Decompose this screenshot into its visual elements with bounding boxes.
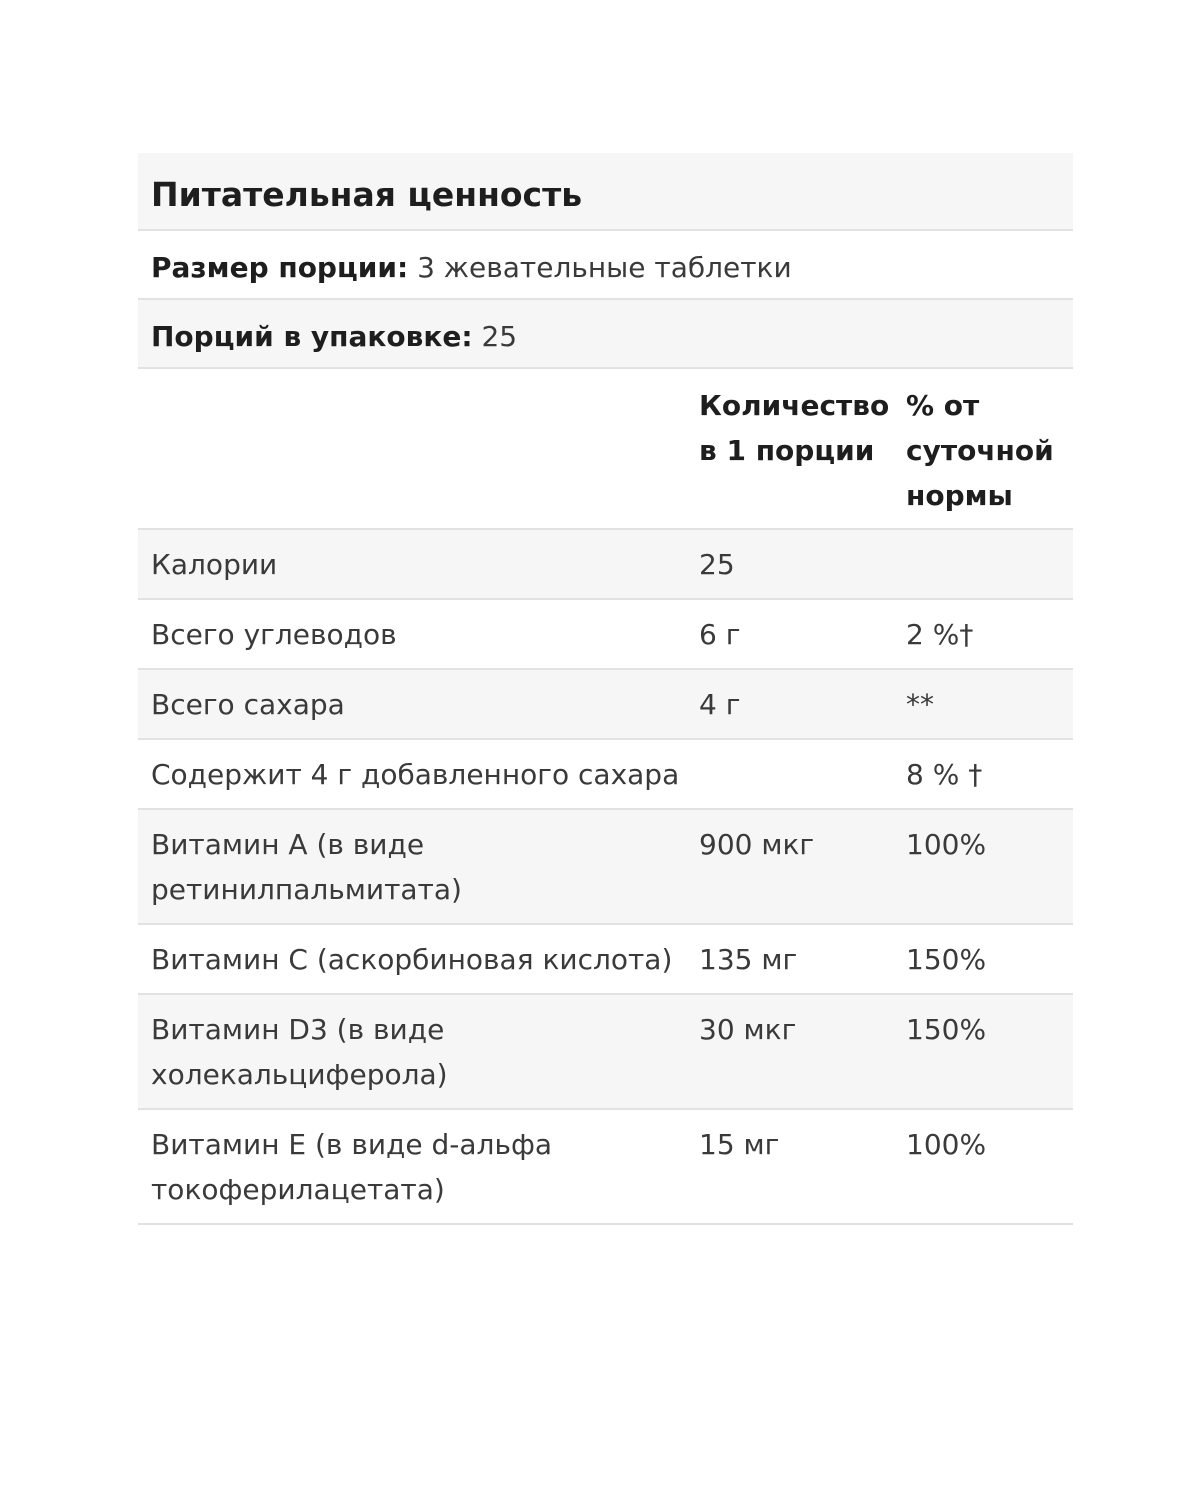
table-row (138, 599, 1073, 669)
nutrient-amount: 25 (699, 529, 906, 599)
nutrition-facts-panel (138, 153, 1073, 1225)
serving-size-value: 3 жевательные таблетки (417, 251, 792, 284)
nutrient-daily-value: 150% (906, 924, 1073, 994)
servings-per-container-value: 25 (481, 320, 518, 353)
table-header-row (138, 369, 1073, 529)
table-row (138, 739, 1073, 809)
nutrient-amount: 900 мкг (699, 809, 906, 924)
nutrition-table (138, 369, 1073, 1225)
serving-size-row (138, 231, 1073, 300)
header-amount: Количество в 1 порции (699, 369, 906, 529)
nutrient-name: Витамин D3 (в виде холекальциферола) (138, 994, 699, 1109)
table-row (138, 669, 1073, 739)
nutrient-name: Витамин C (аскорбиновая кислота) (138, 924, 699, 994)
header-nutrient (138, 369, 699, 529)
nutrient-name: Калории (138, 529, 699, 599)
nutrient-name: Содержит 4 г добавленного сахара (138, 739, 699, 809)
header-daily-value: % от суточной нормы (906, 369, 1073, 529)
table-row (138, 994, 1073, 1109)
nutrient-amount: 30 мкг (699, 994, 906, 1109)
nutrient-name: Витамин A (в виде ретинилпальмитата) (138, 809, 699, 924)
table-row (138, 924, 1073, 994)
nutrient-amount: 6 г (699, 599, 906, 669)
table-row (138, 529, 1073, 599)
nutrient-daily-value: ** (906, 669, 1073, 739)
nutrient-daily-value: 150% (906, 994, 1073, 1109)
table-row (138, 1109, 1073, 1224)
nutrient-daily-value: 8 % † (906, 739, 1073, 809)
servings-per-container-label: Порций в упаковке: (151, 320, 473, 353)
nutrient-name: Всего углеводов (138, 599, 699, 669)
table-row (138, 809, 1073, 924)
nutrition-title: Питательная ценность (138, 153, 1073, 231)
nutrient-daily-value: 2 %† (906, 599, 1073, 669)
nutrient-amount: 4 г (699, 669, 906, 739)
nutrient-name: Витамин E (в виде d-альфа токоферилацетата) (138, 1109, 699, 1224)
nutrient-amount (699, 739, 906, 809)
serving-size-label: Размер порции: (151, 251, 409, 284)
servings-per-container-row (138, 300, 1073, 369)
nutrient-name: Всего сахара (138, 669, 699, 739)
nutrient-daily-value (906, 529, 1073, 599)
nutrient-amount: 135 мг (699, 924, 906, 994)
nutrient-amount: 15 мг (699, 1109, 906, 1224)
nutrient-daily-value: 100% (906, 1109, 1073, 1224)
nutrient-daily-value: 100% (906, 809, 1073, 924)
